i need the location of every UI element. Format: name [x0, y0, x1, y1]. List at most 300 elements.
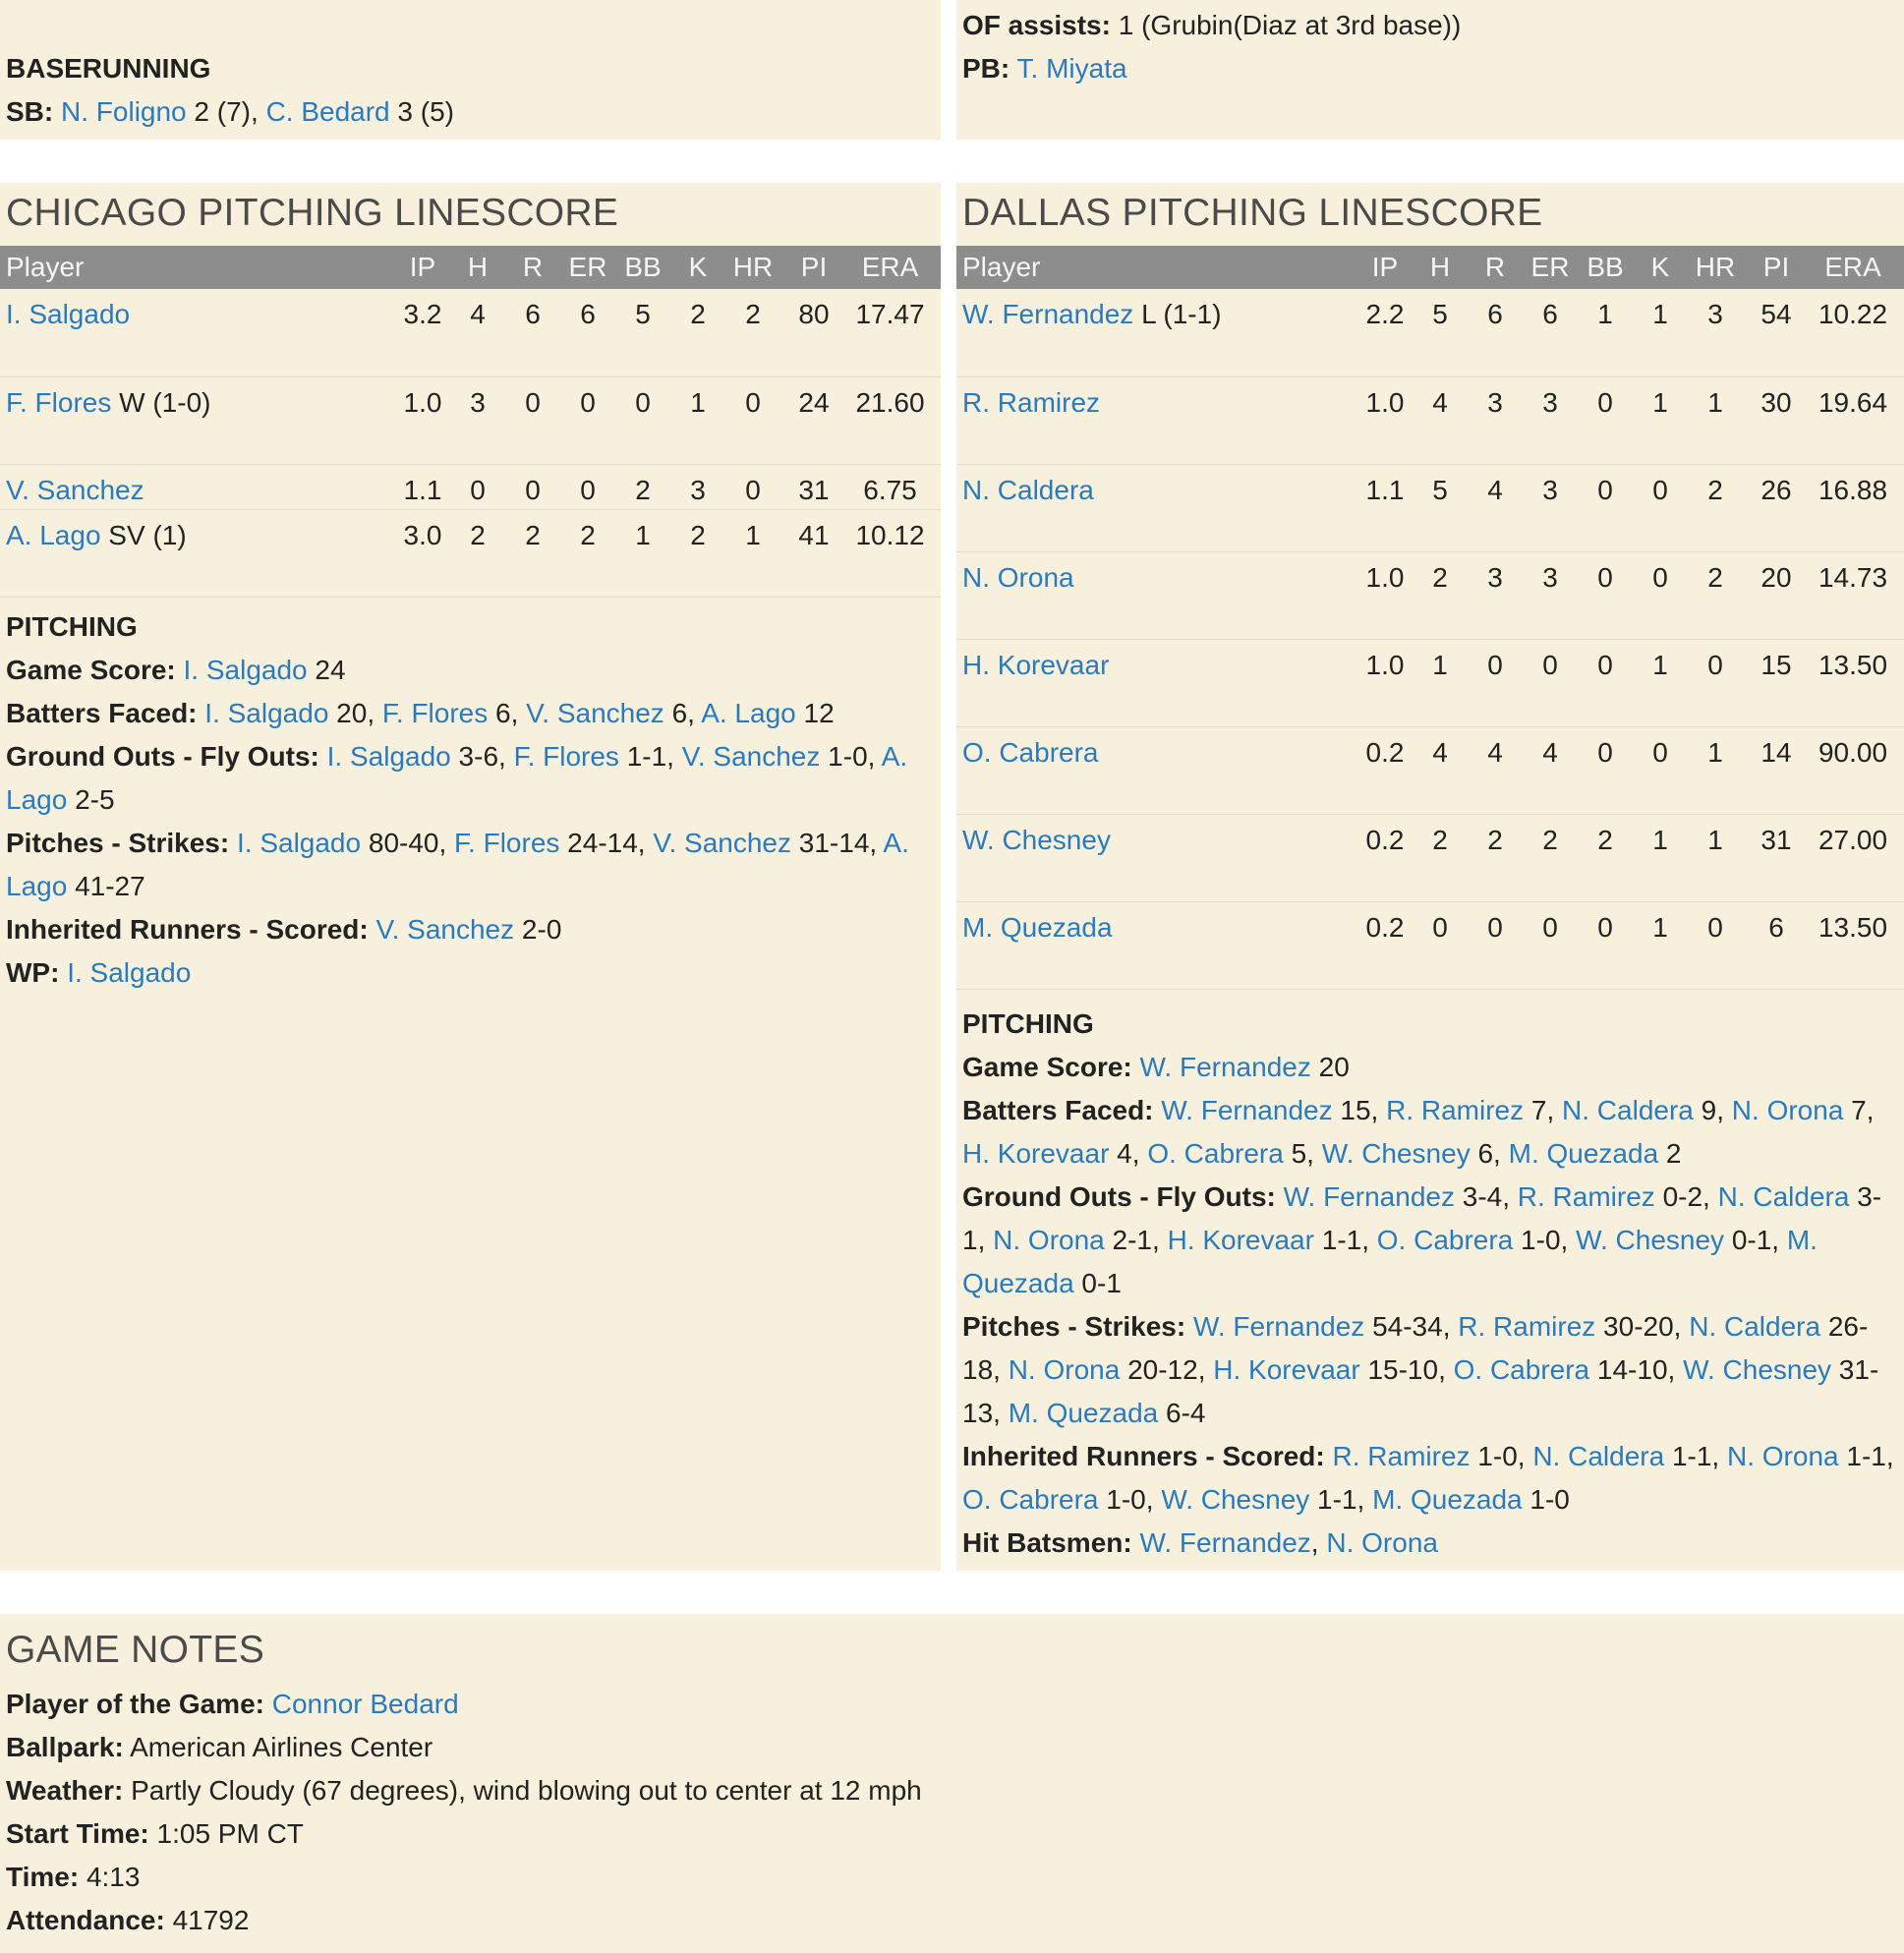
- stat-cell-era: 16.88: [1802, 464, 1904, 551]
- player-link[interactable]: N. Orona: [993, 1225, 1105, 1255]
- note-text: 1-0,: [1513, 1225, 1577, 1255]
- game-notes-list: [0, 1683, 928, 1942]
- player-link[interactable]: V. Sanchez: [6, 474, 144, 505]
- passed-ball-line: [956, 47, 1133, 90]
- note-label: Game Score:: [6, 655, 176, 685]
- game-note-label: Ballpark:: [6, 1732, 124, 1762]
- player-link[interactable]: O. Cabrera: [1147, 1138, 1284, 1169]
- chicago-header-row: [0, 246, 941, 289]
- stat-cell-pi: 15: [1751, 639, 1802, 726]
- game-note-value: 4:13: [86, 1862, 141, 1892]
- stat-cell-bb: 1: [1570, 289, 1641, 376]
- player-link[interactable]: A. Lago: [6, 741, 908, 815]
- stat-cell-ip: 1.0: [387, 376, 458, 464]
- stat-cell-k: 0: [1641, 551, 1680, 639]
- stat-cell-hr: 1: [1680, 726, 1751, 814]
- player-link[interactable]: I. Salgado: [67, 957, 192, 988]
- table-row: [956, 376, 1904, 464]
- stat-cell-hr: 1: [718, 509, 788, 597]
- sb-stat: 2 (7),: [186, 96, 266, 127]
- player-cell: [956, 376, 1350, 464]
- game-notes-panel: [0, 1614, 1904, 1953]
- stat-cell-hr: 0: [1680, 901, 1751, 989]
- player-cell: [0, 509, 387, 597]
- stat-cell-er: 2: [568, 509, 607, 597]
- stat-cell-k: 1: [1641, 376, 1680, 464]
- dallas-rows: [956, 289, 1904, 989]
- stat-cell-era: 19.64: [1802, 376, 1904, 464]
- stat-cell-r: 4: [1460, 726, 1530, 814]
- note-label: Game Score:: [962, 1052, 1132, 1082]
- stat-cell-ip: 1.0: [1350, 639, 1420, 726]
- note-text: 0-1: [1073, 1268, 1122, 1298]
- stat-cell-ip: 0.2: [1350, 726, 1420, 814]
- stat-cell-pi: 31: [1751, 814, 1802, 901]
- column-header-player: Player: [6, 252, 85, 282]
- player-link[interactable]: W. Fernandez: [962, 299, 1134, 329]
- stat-cell-era: 6.75: [839, 464, 941, 509]
- stat-cell-r: 3: [1460, 376, 1530, 464]
- stat-cell-k: 1: [678, 376, 718, 464]
- player-link[interactable]: H. Korevaar: [1167, 1225, 1314, 1255]
- table-row: [956, 289, 1904, 376]
- stat-cell-pi: 6: [1751, 901, 1802, 989]
- dallas-pitching-heading: PITCHING: [962, 1008, 1094, 1039]
- player-link[interactable]: W. Fernandez: [1283, 1181, 1455, 1212]
- game-note-item: [0, 1899, 928, 1942]
- player-link[interactable]: W. Chesney: [962, 824, 1111, 855]
- player-link[interactable]: V. Sanchez: [681, 741, 821, 772]
- stat-cell-h: 3: [458, 376, 497, 464]
- note-label: WP:: [6, 957, 60, 988]
- column-header-r: R: [1484, 252, 1506, 282]
- player-link[interactable]: R. Ramirez: [1386, 1095, 1525, 1125]
- stat-cell-h: 1: [1420, 639, 1460, 726]
- player-link[interactable]: M. Quezada: [1508, 1138, 1659, 1169]
- stat-cell-era: 21.60: [839, 376, 941, 464]
- note-label: Inherited Runners - Scored:: [962, 1441, 1325, 1471]
- game-note-item: [0, 1769, 928, 1812]
- player-link[interactable]: M. Quezada: [962, 911, 1113, 943]
- stat-cell-r: 0: [1460, 901, 1530, 989]
- player-link[interactable]: H. Korevaar: [962, 649, 1110, 680]
- stat-cell-ip: 0.2: [1350, 901, 1420, 989]
- player-link[interactable]: W. Chesney: [1161, 1484, 1310, 1515]
- note-text: 15,: [1332, 1095, 1387, 1125]
- player-link[interactable]: A. Lago: [6, 519, 101, 550]
- stat-cell-r: 2: [497, 509, 568, 597]
- game-note-item: [0, 1812, 928, 1856]
- dallas-linescore-table: [956, 246, 1904, 990]
- stat-cell-h: 5: [1420, 289, 1460, 376]
- stat-cell-k: 1: [1641, 814, 1680, 901]
- note-text: [1276, 1181, 1284, 1212]
- player-link[interactable]: F. Flores: [454, 828, 560, 858]
- player-link[interactable]: M. Quezada: [1008, 1398, 1159, 1428]
- of-assists-label: OF assists:: [962, 10, 1111, 40]
- stat-cell-er: 4: [1530, 726, 1570, 814]
- player-cell: [956, 464, 1350, 551]
- note-text: [369, 914, 376, 945]
- game-note-label: Start Time:: [6, 1818, 149, 1849]
- decision-text: L (1-1): [1133, 299, 1222, 329]
- player-cell: [956, 726, 1350, 814]
- stat-cell-r: 6: [1460, 289, 1530, 376]
- game-note-value: 1:05 PM CT: [156, 1818, 304, 1849]
- stat-cell-r: 0: [1460, 639, 1530, 726]
- stat-cell-pi: 41: [788, 509, 839, 597]
- pitching-note: [956, 1046, 1904, 1089]
- player-link[interactable]: N. Orona: [1726, 1441, 1839, 1471]
- stat-cell-ip: 3.2: [387, 289, 458, 376]
- chicago-linescore-title: CHICAGO PITCHING LINESCORE: [6, 192, 619, 234]
- player-link[interactable]: H. Korevaar: [962, 1138, 1110, 1169]
- table-row: [0, 289, 941, 376]
- player-link[interactable]: N. Caldera: [1717, 1181, 1850, 1212]
- player-cell: [0, 464, 387, 509]
- stat-cell-h: 4: [1420, 726, 1460, 814]
- player-cell: [956, 639, 1350, 726]
- column-header-h: H: [1429, 252, 1451, 282]
- note-text: 14-10,: [1589, 1354, 1684, 1385]
- chicago-pitching-notes: [0, 605, 941, 995]
- table-row: [956, 726, 1904, 814]
- chicago-pitching-panel: [0, 183, 941, 1571]
- stat-cell-h: 0: [1420, 901, 1460, 989]
- player-link[interactable]: R. Ramirez: [1332, 1441, 1471, 1471]
- stat-cell-pi: 26: [1751, 464, 1802, 551]
- note-text: 6,: [1470, 1138, 1509, 1169]
- note-text: 31-13,: [962, 1354, 1879, 1428]
- pitching-note: [0, 649, 941, 692]
- sb-player-link[interactable]: C. Bedard: [265, 96, 390, 127]
- game-note-value: Partly Cloudy (67 degrees), wind blowing out to center at 12 mph: [131, 1775, 922, 1806]
- table-row: [956, 464, 1904, 551]
- stat-cell-k: 0: [1641, 464, 1680, 551]
- stat-cell-bb: 0: [1570, 464, 1641, 551]
- table-row: [956, 551, 1904, 639]
- pitching-note: [956, 1089, 1904, 1176]
- game-note-label: Time:: [6, 1862, 80, 1892]
- stat-cell-hr: 1: [1680, 814, 1751, 901]
- player-link[interactable]: V. Sanchez: [375, 914, 515, 945]
- stat-cell-bb: 0: [1570, 551, 1641, 639]
- stat-cell-r: 0: [497, 464, 568, 509]
- note-text: 7,: [1524, 1095, 1563, 1125]
- stat-cell-bb: 0: [1570, 901, 1641, 989]
- note-label: Ground Outs - Fly Outs:: [962, 1181, 1276, 1212]
- player-cell: [0, 376, 387, 464]
- table-row: [956, 814, 1904, 901]
- fielding-panel: [956, 0, 1904, 140]
- player-link[interactable]: N. Caldera: [1689, 1311, 1821, 1342]
- sb-items: [61, 96, 454, 127]
- stat-cell-bb: 0: [1570, 726, 1641, 814]
- of-assists-line: [956, 4, 1467, 47]
- player-link[interactable]: N. Orona: [1008, 1354, 1121, 1385]
- stat-cell-era: 13.50: [1802, 639, 1904, 726]
- pitching-note: [956, 1522, 1904, 1565]
- note-text: 1-1,: [1309, 1484, 1373, 1515]
- column-header-h: H: [467, 252, 489, 282]
- player-link[interactable]: N. Orona: [1731, 1095, 1844, 1125]
- pitching-note: [956, 1176, 1904, 1305]
- note-text: 6,: [488, 698, 527, 728]
- note-text: 24: [307, 655, 346, 685]
- note-text: 41-27: [67, 871, 145, 901]
- note-text: 2: [1658, 1138, 1682, 1169]
- stat-cell-k: 3: [678, 464, 718, 509]
- game-notes-title: GAME NOTES: [6, 1629, 265, 1671]
- pitching-note: [956, 1435, 1904, 1522]
- stat-cell-er: 3: [1530, 376, 1570, 464]
- stat-cell-k: 0: [1641, 726, 1680, 814]
- note-label: Pitches - Strikes:: [962, 1311, 1186, 1342]
- stat-cell-bb: 2: [1570, 814, 1641, 901]
- player-link[interactable]: I. Salgado: [183, 655, 308, 685]
- of-assists-value: 1 (Grubin(Diaz at 3rd base)): [1110, 10, 1462, 40]
- note-text: [176, 655, 184, 685]
- stat-cell-er: 0: [568, 376, 607, 464]
- game-note-item: [0, 1726, 928, 1769]
- player-link[interactable]: N. Caldera: [1562, 1095, 1694, 1125]
- stat-cell-ip: 0.2: [1350, 814, 1420, 901]
- pb-player-link[interactable]: T. Miyata: [1016, 53, 1127, 84]
- game-note-label: Player of the Game:: [6, 1689, 264, 1719]
- note-text: 0-1,: [1724, 1225, 1787, 1255]
- game-note-label: Weather:: [6, 1775, 124, 1806]
- player-link[interactable]: H. Korevaar: [1213, 1354, 1360, 1385]
- note-label: Batters Faced:: [962, 1095, 1154, 1125]
- note-text: 5,: [1283, 1138, 1322, 1169]
- note-text: 7,: [1843, 1095, 1875, 1125]
- note-text: 20-12,: [1120, 1354, 1214, 1385]
- note-text: 26-18,: [962, 1311, 1869, 1385]
- baserunning-panel: [0, 0, 941, 140]
- note-text: [1185, 1311, 1193, 1342]
- sb-stat: 3 (5): [389, 96, 454, 127]
- player-link[interactable]: R. Ramirez: [962, 386, 1101, 418]
- note-text: 1-0,: [820, 741, 882, 772]
- stat-cell-bb: 2: [607, 464, 678, 509]
- stat-cell-bb: 0: [1570, 639, 1641, 726]
- dallas-pitching-notes: [956, 1003, 1904, 1565]
- note-text: 1-1,: [1313, 1225, 1377, 1255]
- stat-cell-era: 10.12: [839, 509, 941, 597]
- player-link[interactable]: W. Fernandez: [1139, 1052, 1311, 1082]
- pitching-note: [0, 692, 941, 735]
- player-link[interactable]: A. Lago: [701, 698, 796, 728]
- note-text: 1-1,: [1664, 1441, 1727, 1471]
- game-note-item: [0, 1856, 928, 1899]
- table-row: [0, 376, 941, 464]
- player-link[interactable]: O. Cabrera: [962, 1484, 1099, 1515]
- stat-cell-pi: 24: [788, 376, 839, 464]
- game-note-label: Attendance:: [6, 1905, 165, 1935]
- note-text: 31-14,: [791, 828, 884, 858]
- column-header-hr: HR: [1695, 252, 1736, 282]
- player-link[interactable]: W. Fernandez: [1192, 1311, 1365, 1342]
- column-header-ip: IP: [1371, 252, 1399, 282]
- chicago-notes-list: [0, 649, 941, 995]
- player-link[interactable]: R. Ramirez: [1458, 1311, 1596, 1342]
- stat-cell-era: 10.22: [1802, 289, 1904, 376]
- player-link[interactable]: R. Ramirez: [1517, 1181, 1655, 1212]
- stat-cell-k: 2: [678, 289, 718, 376]
- player-link[interactable]: F. Flores: [6, 386, 112, 418]
- chicago-rows: [0, 289, 941, 597]
- column-header-k: K: [1650, 252, 1670, 282]
- player-of-game-link[interactable]: Connor Bedard: [271, 1689, 459, 1719]
- note-text: 54-34,: [1364, 1311, 1459, 1342]
- note-text: 1-1,: [618, 741, 682, 772]
- stat-cell-r: 4: [1460, 464, 1530, 551]
- column-header-k: K: [688, 252, 708, 282]
- note-text: 0-2,: [1654, 1181, 1718, 1212]
- column-header-er: ER: [568, 252, 607, 282]
- note-text: 2-1,: [1104, 1225, 1168, 1255]
- player-link[interactable]: N. Caldera: [962, 474, 1094, 505]
- player-link[interactable]: M. Quezada: [962, 1225, 1817, 1298]
- stat-cell-h: 2: [1420, 551, 1460, 639]
- stat-cell-hr: 3: [1680, 289, 1751, 376]
- note-label: Hit Batsmen:: [962, 1527, 1132, 1558]
- decision-text: W (1-0): [111, 386, 211, 418]
- stolen-bases-line: [0, 90, 460, 134]
- column-header-hr: HR: [732, 252, 774, 282]
- note-text: 80-40,: [361, 828, 455, 858]
- player-link[interactable]: O. Cabrera: [1376, 1225, 1514, 1255]
- dallas-header-row: [956, 246, 1904, 289]
- player-link[interactable]: W. Chesney: [1683, 1354, 1832, 1385]
- stat-cell-hr: 0: [1680, 639, 1751, 726]
- stat-cell-r: 2: [1460, 814, 1530, 901]
- game-note-value: 41792: [172, 1905, 250, 1935]
- note-label: Ground Outs - Fly Outs:: [6, 741, 319, 772]
- pitching-note: [0, 908, 941, 951]
- pitching-note: [0, 822, 941, 908]
- stat-cell-pi: 80: [788, 289, 839, 376]
- sb-label: SB:: [6, 96, 54, 127]
- player-link[interactable]: I. Salgado: [204, 698, 329, 728]
- column-header-bb: BB: [624, 252, 662, 282]
- note-text: 6,: [664, 698, 702, 728]
- player-link[interactable]: N. Orona: [962, 561, 1074, 593]
- note-text: 3-4,: [1454, 1181, 1518, 1212]
- stat-cell-er: 3: [1530, 551, 1570, 639]
- table-row: [0, 509, 941, 597]
- stat-cell-r: 0: [497, 376, 568, 464]
- stat-cell-k: 1: [1641, 901, 1680, 989]
- note-text: 2-5: [67, 784, 115, 815]
- note-text: 20: [1310, 1052, 1350, 1082]
- column-header-pi: PI: [1762, 252, 1790, 282]
- note-text: 24-14,: [559, 828, 654, 858]
- player-link[interactable]: O. Cabrera: [962, 736, 1099, 768]
- player-cell: [956, 289, 1350, 376]
- stat-cell-k: 1: [1641, 639, 1680, 726]
- decision-text: SV (1): [100, 519, 187, 550]
- player-link[interactable]: V. Sanchez: [526, 698, 664, 728]
- note-text: [319, 741, 327, 772]
- player-link[interactable]: N. Orona: [1326, 1527, 1438, 1558]
- stat-cell-era: 13.50: [1802, 901, 1904, 989]
- player-link[interactable]: N. Caldera: [1532, 1441, 1665, 1471]
- stat-cell-bb: 5: [607, 289, 678, 376]
- stat-cell-ip: 1.0: [1350, 376, 1420, 464]
- game-note-item: [0, 1683, 928, 1726]
- note-text: 1-1,: [1838, 1441, 1894, 1471]
- dallas-pitching-panel: [956, 183, 1904, 1571]
- note-text: [229, 828, 237, 858]
- stat-cell-hr: 2: [1680, 551, 1751, 639]
- note-text: 15-10,: [1359, 1354, 1454, 1385]
- player-link[interactable]: V. Sanchez: [653, 828, 791, 858]
- note-text: 2-0: [514, 914, 562, 945]
- baserunning-heading: BASERUNNING: [6, 53, 211, 84]
- player-cell: [956, 551, 1350, 639]
- pitching-note: [0, 951, 941, 995]
- stat-cell-k: 2: [678, 509, 718, 597]
- pitching-note: [0, 735, 941, 822]
- note-text: [1325, 1441, 1333, 1471]
- note-text: 1-0,: [1098, 1484, 1162, 1515]
- player-link[interactable]: F. Flores: [513, 741, 619, 772]
- stat-cell-er: 2: [1530, 814, 1570, 901]
- stat-cell-er: 3: [1530, 464, 1570, 551]
- note-label: Pitches - Strikes:: [6, 828, 230, 858]
- player-link[interactable]: W. Fernandez: [1161, 1095, 1333, 1125]
- note-text: 3-1,: [962, 1181, 1882, 1255]
- player-link[interactable]: O. Cabrera: [1453, 1354, 1590, 1385]
- player-cell: [956, 814, 1350, 901]
- note-text: [1132, 1052, 1140, 1082]
- column-header-ip: IP: [409, 252, 436, 282]
- player-cell: [956, 901, 1350, 989]
- player-link[interactable]: W. Chesney: [1576, 1225, 1725, 1255]
- note-text: 30-20,: [1595, 1311, 1690, 1342]
- column-header-er: ER: [1530, 252, 1570, 282]
- player-link[interactable]: M. Quezada: [1372, 1484, 1523, 1515]
- stat-cell-pi: 30: [1751, 376, 1802, 464]
- pb-label: PB:: [962, 53, 1010, 84]
- stat-cell-hr: 2: [1680, 464, 1751, 551]
- player-link[interactable]: I. Salgado: [236, 828, 362, 858]
- dallas-linescore-title: DALLAS PITCHING LINESCORE: [962, 192, 1543, 234]
- stat-cell-ip: 1.1: [1350, 464, 1420, 551]
- player-link[interactable]: A. Lago: [6, 828, 909, 901]
- stat-cell-bb: 1: [607, 509, 678, 597]
- stat-cell-era: 17.47: [839, 289, 941, 376]
- stat-cell-hr: 1: [1680, 376, 1751, 464]
- player-link[interactable]: W. Fernandez: [1139, 1527, 1311, 1558]
- stat-cell-bb: 0: [607, 376, 678, 464]
- stat-cell-er: 0: [1530, 639, 1570, 726]
- sb-player-link[interactable]: N. Foligno: [61, 96, 187, 127]
- player-link[interactable]: F. Flores: [381, 698, 489, 728]
- column-header-era: ERA: [861, 252, 919, 282]
- chicago-linescore-table: [0, 246, 941, 598]
- note-label: Batters Faced:: [6, 698, 198, 728]
- note-text: ,: [1310, 1527, 1327, 1558]
- player-link[interactable]: W. Chesney: [1321, 1138, 1471, 1169]
- column-header-bb: BB: [1587, 252, 1624, 282]
- pitching-note: [956, 1305, 1904, 1435]
- player-link[interactable]: I. Salgado: [6, 299, 131, 329]
- note-text: 12: [795, 698, 835, 728]
- player-link[interactable]: I. Salgado: [326, 741, 451, 772]
- stat-cell-hr: 2: [718, 289, 788, 376]
